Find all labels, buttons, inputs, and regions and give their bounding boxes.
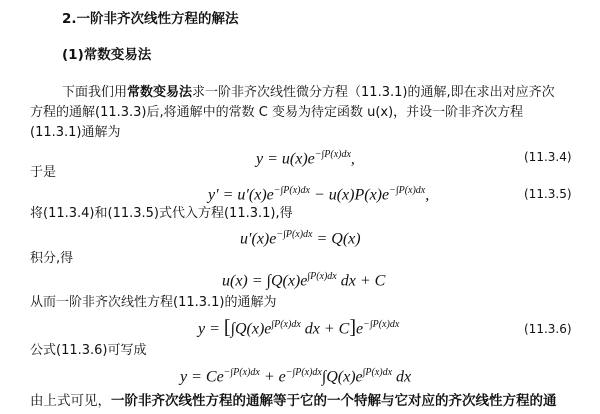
paragraph-line-2: 方程的通解(11.3.3)后,将通解中的常数 C 变易为待定函数 u(x)，并设一阶非齐次方程 [30, 105, 524, 120]
equation-derivative: $u'(x)e^{-\int P(x)dx} = Q(x)$ [240, 229, 361, 248]
paragraph-line-3: (11.3.1)通解为 [30, 125, 121, 140]
equation-u: $u(x) = \int Q(x)e^{\int P(x)dx}$ dx + C [222, 271, 386, 290]
bold-term: 常数变易法 [127, 85, 193, 100]
text-span: 由上式可见， [30, 393, 111, 409]
equation-number: (11.3.5) [524, 187, 572, 201]
text-span: 下面我们用 [62, 85, 128, 100]
method-subtitle: (1)常数变易法 [62, 47, 152, 63]
text-substitute: 将(11.3.4)和(11.3.5)式代入方程(11.3.1),得 [30, 206, 293, 221]
text-span: 求一阶非齐次线性微分方程（11.3.1)的通解,即在求出对应齐次 [192, 85, 555, 100]
conclusion-line [30, 392, 557, 410]
equation-11-3-5: $y' = u'(x)e^{-\int P(x)dx} - u(x)P(x)e^{-\int P(x)dx}$, [208, 185, 430, 204]
equation-11-3-6: $y = [\int Q(x)e^{\int P(x)dx}$ dx + $C]e^{-\int P(x)dx}$ [198, 316, 400, 339]
equation-rewritten: $y = Ce^{-\int P(x)dx} + e^{-\int P(x)dx}\int Q(x)e^{\int P(x)dx}$ dx [180, 367, 412, 386]
equation-number: (11.3.6) [524, 322, 572, 336]
equation-number: (11.3.4) [524, 150, 572, 164]
text-general-solution: 从而一阶非齐次线性方程(11.3.1)的通解为 [30, 295, 277, 310]
text-rewrite: 公式(11.3.6)可写成 [30, 343, 147, 358]
equation-11-3-4: $y = u(x)e^{-\int P(x)dx}$, [256, 149, 355, 168]
paragraph-line-1 [62, 84, 555, 102]
text-integrate: 积分,得 [30, 251, 74, 266]
section-title: 2.一阶非齐次线性方程的解法 [62, 11, 239, 27]
bold-conclusion: 一阶非齐次线性方程的通解等于它的一个特解与它对应的齐次线性方程的通 [111, 393, 557, 409]
text-yushi: 于是 [30, 165, 57, 180]
